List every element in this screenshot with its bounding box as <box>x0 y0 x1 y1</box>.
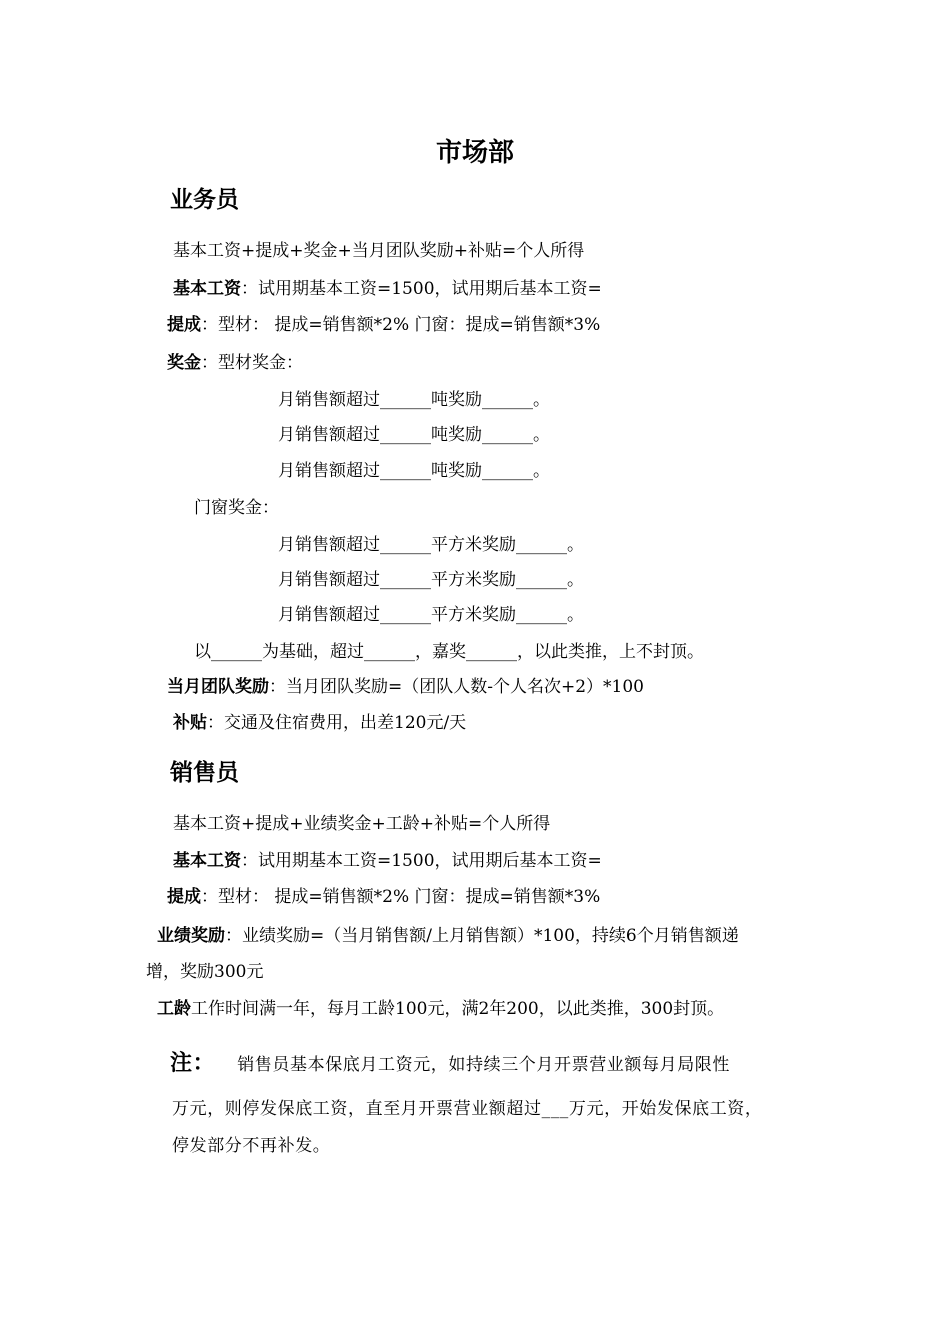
note-label: 注： <box>170 1050 216 1076</box>
commission-label: 提成 <box>167 887 201 907</box>
profile-bonus-row: 月销售额超过______吨奖励______。 <box>278 425 550 445</box>
profile-bonus-row: 月销售额超过______吨奖励______。 <box>278 461 550 481</box>
window-bonus-label: 门窗奖金： <box>194 498 279 518</box>
seller-formula: 基本工资+提成+业绩奖金+工龄+补贴=个人所得 <box>173 814 551 834</box>
performance-text: ：业绩奖励=（当月销售额/上月销售额）*100，持续6个月销售额递 <box>225 926 739 946</box>
salesman-allowance <box>173 712 466 734</box>
salesman-formula: 基本工资+提成+奖金+当月团队奖励+补贴=个人所得 <box>173 241 585 261</box>
team-reward-label: 当月团队奖励 <box>167 677 269 697</box>
note-line-2: 万元，则停发保底工资，直至月开票营业额超过___万元，开始发保底工资， <box>172 1099 763 1119</box>
seller-base-salary <box>173 850 602 872</box>
performance-label: 业绩奖励 <box>157 926 225 946</box>
page-title: 市场部 <box>435 138 514 168</box>
salesman-commission <box>167 314 600 336</box>
salesman-team-reward <box>167 676 644 698</box>
seniority-label: 工龄 <box>157 999 191 1019</box>
seller-performance-reward-cont: 增，奖励300元 <box>146 962 264 982</box>
salesman-base-salary <box>173 278 602 300</box>
base-salary-label: 基本工资 <box>173 279 241 299</box>
commission-text: ：型材： 提成=销售额*2% 门窗：提成=销售额*3% <box>201 887 601 907</box>
seller-seniority <box>157 998 724 1020</box>
note-text-1: 销售员基本保底月工资元，如持续三个月开票营业额每月局限性 <box>237 1055 731 1075</box>
team-reward-text: ：当月团队奖励=（团队人数-个人名次+2）*100 <box>269 677 644 697</box>
seller-performance-reward <box>157 925 739 947</box>
allowance-label: 补贴 <box>173 713 207 733</box>
seniority-text: 工作时间满一年，每月工龄100元，满2年200，以此类推，300封顶。 <box>191 999 725 1019</box>
section-heading-seller: 销售员 <box>170 759 239 786</box>
seller-commission <box>167 886 600 908</box>
commission-label: 提成 <box>167 315 201 335</box>
bonus-text: ：型材奖金： <box>201 353 303 373</box>
allowance-text: ：交通及住宿费用，出差120元/天 <box>207 713 467 733</box>
bonus-label: 奖金 <box>167 353 201 373</box>
base-salary-text: ：试用期基本工资=1500，试用期后基本工资= <box>241 279 602 299</box>
salesman-bonus <box>167 352 303 374</box>
window-bonus-row: 月销售额超过______平方米奖励______。 <box>278 605 584 625</box>
base-salary-label: 基本工资 <box>173 851 241 871</box>
section-heading-salesman: 业务员 <box>170 186 239 213</box>
profile-bonus-row: 月销售额超过______吨奖励______。 <box>278 390 550 410</box>
window-bonus-row: 月销售额超过______平方米奖励______。 <box>278 570 584 590</box>
bonus-rule: 以______为基础，超过______，嘉奖______，以此类推，上不封顶。 <box>194 642 704 662</box>
note-line-1 <box>170 1050 730 1078</box>
note-line-3: 停发部分不再补发。 <box>172 1136 331 1156</box>
base-salary-text: ：试用期基本工资=1500，试用期后基本工资= <box>241 851 602 871</box>
commission-text: ：型材： 提成=销售额*2% 门窗：提成=销售额*3% <box>201 315 601 335</box>
window-bonus-row: 月销售额超过______平方米奖励______。 <box>278 535 584 555</box>
